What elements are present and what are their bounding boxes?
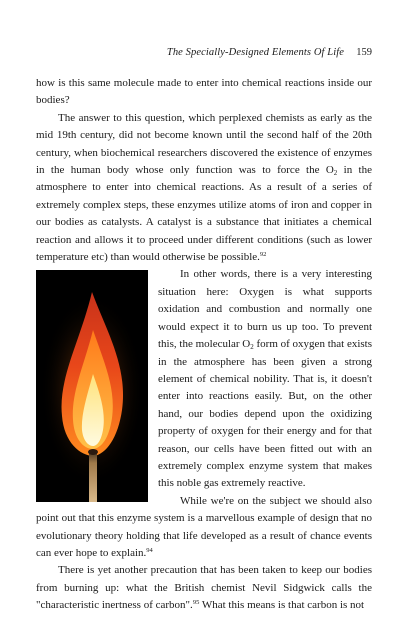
paragraph-text: in the atmosphere to enter into chemical reactions. As a result of a series of extremely complex steps, these enzymes utilize atoms of iron and copper in our bodies as catalysts. A catalyst is a substance that initiates a chemical reaction and allows it to proceed under different conditions (such as lower temperature etc) than would otherwise be possible. xyxy=(36,164,373,264)
page-header xyxy=(36,47,372,63)
paragraph xyxy=(36,562,372,614)
running-head: The Specially-Designed Elements Of Life xyxy=(166,47,344,58)
footnote-marker: 94 xyxy=(146,546,153,554)
paragraph xyxy=(36,110,372,267)
subscript: 2 xyxy=(333,169,338,178)
paragraph xyxy=(36,75,372,110)
subscript: 2 xyxy=(250,343,254,352)
paragraph-text: What this means is that carbon is not xyxy=(199,599,365,612)
footnote-marker: 92 xyxy=(259,251,267,259)
paragraph-text: In other words, there is a very interesting situation here: Oxygen is what supports oxidation and combustion and normally one would expect it to burn us up too. To prevent this, the molecular O xyxy=(158,268,372,351)
match-flame-icon xyxy=(36,270,148,502)
paragraph-text: The answer to this question, which perplexed chemists as early as the mid 19th century, did not become known until the second half of the 20th century, when biochemical researchers discovered the existence of enzymes in the human body whose only function was to force the O xyxy=(36,111,372,177)
paragraph-text: While we're on the subject we should also point out that this enzyme system is a marvellous example of design that no evolutionary theory holding that life developed as a result of chance events can ever hope to explain. xyxy=(36,494,372,559)
page-number: 159 xyxy=(356,47,372,58)
paragraph-text: how is this same molecule made to enter into chemical reactions inside our bodies? xyxy=(36,77,372,107)
paragraph xyxy=(36,493,372,563)
paragraph-text: form of oxygen that exists in the atmosphere has been given a strong element of chemical nobility. That is, it doesn't enter into reactions easily. But, on the other hand, our bodies depend upon the oxidizing property of oxygen for their energy and for that reason, our cells have been fitted out with an extremely complex enzyme system that makes this noble gas extremely reactive. xyxy=(158,338,372,490)
paragraph-text: There is yet another precaution that has been taken to keep our bodies from burning up: what the British chemist Nevil Sidgwick calls the "characteristic inertness of carbon". xyxy=(36,564,372,612)
footnote-marker: 95 xyxy=(192,599,200,607)
flame-photo xyxy=(36,270,148,502)
body-text xyxy=(36,75,372,615)
